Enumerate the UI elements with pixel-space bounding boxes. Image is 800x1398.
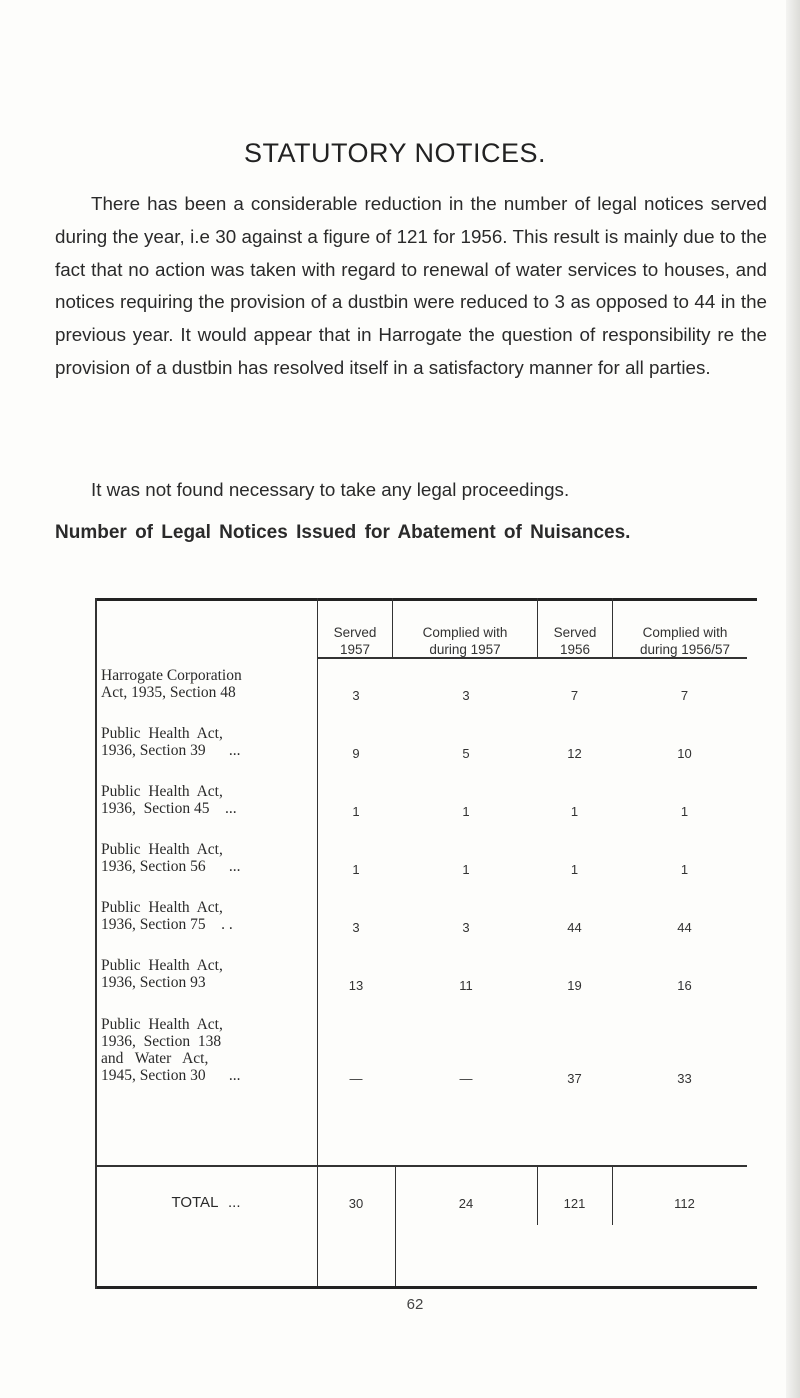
page-edge-shadow: [786, 0, 800, 1398]
notices-table: [95, 598, 757, 1290]
column-divider: [395, 1167, 396, 1286]
cell-value: 44: [567, 920, 582, 935]
cell-value: 33: [677, 1071, 692, 1086]
cell-value: 1: [570, 804, 579, 819]
column-header-complied-1956-57: [614, 624, 756, 658]
row-label: [101, 841, 319, 875]
column-header-served-1957: [319, 624, 391, 658]
row-label: [101, 783, 319, 817]
cell-value: 37: [567, 1071, 582, 1086]
row-label-line: Harrogate Corporation: [101, 667, 242, 684]
cell-value: 5: [462, 746, 470, 761]
row-label-line: Public Health Act,: [101, 725, 223, 742]
cell-value: 19: [567, 978, 582, 993]
row-label: [101, 725, 319, 759]
row-label-line: 1936, Section 138: [101, 1033, 222, 1050]
row-label: [101, 957, 319, 991]
total-value: 30: [348, 1196, 364, 1211]
header-line: Served: [333, 625, 377, 640]
row-label-line: Public Health Act,: [101, 957, 223, 974]
cell-value: 3: [352, 920, 360, 935]
cell-value: 1: [680, 862, 689, 877]
row-label-line: 1936, Section 75 . .: [101, 916, 233, 933]
cell-value: 44: [677, 920, 692, 935]
header-line: 1956: [559, 642, 591, 657]
column-divider: [537, 598, 538, 657]
cell-value: 1: [462, 862, 470, 877]
cell-value: 3: [462, 688, 470, 703]
row-label-line: 1936, Section 39 ...: [101, 742, 241, 759]
row-label: [101, 1016, 319, 1084]
cell-value: 3: [462, 920, 470, 935]
row-label-line: Act, 1935, Section 48: [101, 684, 236, 701]
cell-value: 1: [352, 804, 360, 819]
cell-value: 13: [348, 978, 364, 993]
row-label-line: 1936, Section 56 ...: [101, 858, 241, 875]
column-header-complied-1957: [394, 624, 536, 658]
column-divider: [317, 598, 318, 657]
column-header-served-1956: [539, 624, 611, 658]
cell-value: 16: [677, 978, 692, 993]
header-line: Served: [553, 625, 597, 640]
page-number: 62: [406, 1296, 424, 1313]
table-title: Number of Legal Notices Issued for Abatement of Nuisances.: [55, 522, 631, 543]
cell-value: —: [459, 1071, 473, 1086]
total-value: 112: [674, 1196, 695, 1211]
header-line: during 1956/57: [639, 642, 731, 657]
total-rule: [95, 1165, 747, 1167]
row-label-line: 1936, Section 93: [101, 974, 206, 991]
cell-value: 1: [680, 804, 689, 819]
total-label: TOTAL ...: [171, 1194, 241, 1211]
header-line: Complied with: [422, 625, 508, 640]
cell-value: 7: [570, 688, 579, 703]
row-label-line: Public Health Act,: [101, 783, 223, 800]
row-label-line: 1936, Section 45 ...: [101, 800, 237, 817]
cell-value: 3: [352, 688, 360, 703]
row-label: [101, 667, 319, 701]
cell-value: 12: [567, 746, 582, 761]
cell-value: 1: [570, 862, 579, 877]
row-label-line: and Water Act,: [101, 1050, 209, 1067]
cell-value: 1: [352, 862, 360, 877]
cell-value: 10: [677, 746, 692, 761]
table-top-rule: [95, 598, 757, 601]
row-label: [101, 899, 319, 933]
table-left-rule: [95, 598, 97, 1289]
header-line: 1957: [339, 642, 371, 657]
column-divider: [612, 598, 613, 657]
row-label-line: 1945, Section 30 ...: [101, 1067, 241, 1084]
cell-value: 11: [459, 978, 473, 993]
cell-value: —: [349, 1071, 363, 1086]
proceedings-paragraph: It was not found necessary to take any legal proceedings.: [91, 479, 570, 500]
table-bottom-rule: [95, 1286, 757, 1289]
row-label-line: Public Health Act,: [101, 841, 223, 858]
cell-value: 7: [680, 688, 689, 703]
row-label-line: Public Health Act,: [101, 899, 223, 916]
cell-value: 9: [352, 746, 360, 761]
page-title: STATUTORY NOTICES.: [243, 138, 547, 168]
header-line: during 1957: [429, 642, 501, 657]
total-value: 121: [563, 1196, 586, 1211]
row-label-line: Public Health Act,: [101, 1016, 223, 1033]
total-value: 24: [458, 1196, 474, 1211]
header-line: Complied with: [642, 625, 728, 640]
intro-paragraph: There has been a considerable reduction in the number of legal notices served during the year, i.e 30 against a figure of 121 for 1956. This result is mainly due to the fact that no action was taken with regard to renewal of water services to houses, and notices requiring the provision of a dustbin were reduced to 3 as opposed to 44 in the previous year. It would appear that in Harrogate the question of responsibility re the provision of a dustbin has resolved itself in a satisfactory manner for all parties.: [55, 193, 767, 378]
cell-value: 1: [462, 804, 470, 819]
column-divider: [392, 598, 393, 657]
